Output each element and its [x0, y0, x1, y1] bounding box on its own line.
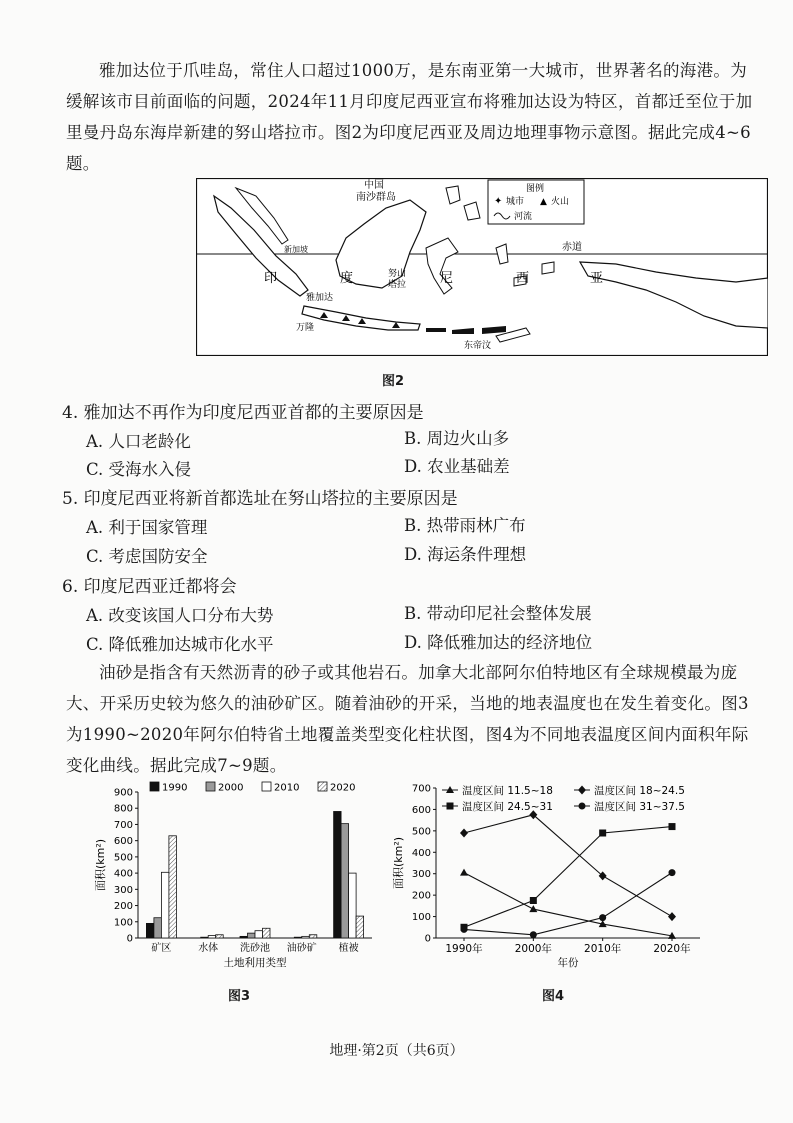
map-caption: 图2: [382, 374, 405, 389]
legend-label-diamond: 温度区间 18~24.5: [594, 785, 685, 797]
question-6-option-c[interactable]: C. 降低雅加达城市化水平: [86, 635, 274, 654]
page-footer: 地理·第2页（共6页）: [329, 1043, 464, 1059]
question-5-option-c[interactable]: C. 考虑国防安全: [86, 547, 208, 566]
series-line-circle: [464, 873, 672, 935]
question-6-option-d[interactable]: D. 降低雅加达的经济地位: [404, 633, 593, 652]
y-tick-label: 400: [113, 868, 133, 880]
point-circle-1990年: [461, 926, 468, 933]
y-tick-label: 600: [113, 836, 133, 848]
point-circle-2000年: [530, 931, 537, 938]
indonesia-map: [196, 178, 768, 356]
y-tick-label: 400: [411, 847, 431, 859]
bar-2000-油砂矿: [294, 937, 302, 938]
label-dili: 东帝汶: [464, 341, 492, 351]
bar-2010-矿区: [161, 872, 169, 938]
y-tick-label: 200: [411, 890, 431, 902]
point-square-2020年: [669, 823, 676, 830]
point-diamond-1990年: [460, 829, 468, 838]
question-4-option-d[interactable]: D. 农业基础差: [404, 457, 510, 476]
legend-marker-circle: [579, 803, 586, 810]
question-6-option-a[interactable]: A. 改变该国人口分布大势: [86, 606, 274, 625]
y-tick-label: 900: [113, 787, 133, 799]
y-tick-label: 600: [411, 804, 431, 816]
legend-label-2000: 2000: [218, 782, 244, 794]
passage-1: [66, 55, 756, 179]
figure-3-caption: 图3: [228, 989, 251, 1004]
legend-swatch-1990: [150, 782, 159, 791]
y-tick-label: 0: [424, 933, 431, 945]
bar-2010-水体: [208, 936, 216, 938]
bar-2020-植被: [356, 916, 364, 938]
label-jakarta: 雅加达: [306, 293, 334, 303]
legend-marker-diamond: [578, 786, 586, 795]
bar-1990-洗砂池: [240, 936, 248, 938]
label-china-islands-2: 南沙群岛: [356, 192, 396, 203]
question-5-option-b[interactable]: B. 热带雨林广布: [404, 516, 526, 535]
question-4-option-b[interactable]: B. 周边火山多: [404, 429, 510, 448]
x-tick-label: 2010年: [584, 943, 622, 955]
legend-city-icon: ✦: [494, 196, 503, 207]
legend-swatch-2000: [206, 782, 215, 791]
equator-label: 赤道: [562, 242, 582, 253]
series-line-diamond: [464, 815, 672, 917]
y-tick-label: 100: [113, 917, 133, 929]
bar-2010-洗砂池: [255, 931, 263, 938]
country-char-4: 西: [516, 271, 530, 286]
question-5-option-a[interactable]: A. 利于国家管理: [86, 518, 208, 537]
point-square-2010年: [599, 830, 606, 837]
bar-2000-洗砂池: [248, 933, 256, 938]
x-tick-label: 水体: [198, 943, 219, 954]
label-singapore: 新加坡: [284, 245, 308, 254]
question-5-option-d[interactable]: D. 海运条件理想: [404, 545, 527, 564]
point-square-2000年: [530, 897, 537, 904]
passage-1-text: 雅加达位于爪哇岛，常住人口超过1000万，是东南亚第一大城市，世界著名的海港。为缓解该市目前面临的问题，2024年11月印度尼西亚宣布将雅加达设为特区，首都迁至位于加里曼丹岛东海岸新建的努山塔拉市。图2为印度尼西亚及周边地理事物示意图。据此完成4~6题。: [66, 61, 753, 173]
y-axis-title: 面积(km²): [392, 836, 405, 890]
bar-2000-水体: [201, 937, 209, 938]
x-tick-label: 洗砂池: [240, 943, 270, 954]
legend-label-2010: 2010: [274, 782, 300, 794]
legend-title: 图例: [526, 184, 545, 194]
y-tick-label: 500: [113, 852, 133, 864]
bar-2020-矿区: [169, 836, 177, 938]
question-4-option-a[interactable]: A. 人口老龄化: [86, 432, 191, 451]
bar-2010-油砂矿: [302, 936, 310, 938]
point-triangle-2000年: [529, 905, 537, 912]
question-5-stem: 5. 印度尼西亚将新首都选址在努山塔拉的主要原因是: [62, 489, 458, 509]
passage-2: [66, 657, 756, 781]
point-diamond-2020年: [668, 912, 676, 921]
y-tick-label: 300: [113, 884, 133, 896]
x-tick-label: 2020年: [653, 943, 691, 955]
label-wanlong: 万隆: [296, 323, 315, 333]
bar-2020-水体: [216, 935, 224, 938]
x-axis-title: 年份: [557, 957, 579, 969]
y-tick-label: 700: [113, 819, 133, 831]
legend-label-1990: 1990: [162, 782, 188, 794]
figure-4-caption: 图4: [542, 989, 565, 1004]
figure-3-bar-chart: [86, 778, 386, 978]
y-tick-label: 200: [113, 901, 133, 913]
x-tick-label: 矿区: [151, 943, 172, 954]
country-char-3: 尼: [440, 271, 454, 286]
x-tick-label: 植被: [338, 943, 359, 954]
bar-1990-植被: [334, 811, 342, 938]
bar-2020-洗砂池: [263, 928, 271, 938]
legend-river: 河流: [514, 212, 533, 222]
legend-volcano: 火山: [551, 197, 570, 207]
bar-1990-矿区: [146, 923, 154, 938]
legend-volcano-icon: ▲: [540, 197, 547, 207]
legend-city: 城市: [506, 197, 525, 207]
y-tick-label: 700: [411, 783, 431, 795]
y-tick-label: 500: [411, 826, 431, 838]
legend-marker-square: [447, 803, 454, 810]
legend-label-circle: 温度区间 31~37.5: [594, 801, 685, 813]
point-circle-2010年: [599, 914, 606, 921]
passage-2-text: 油砂是指含有天然沥青的砂子或其他岩石。加拿大北部阿尔伯特地区有全球规模最为庞大、开采历史较为悠久的油砂矿区。随着油砂的开采，当地的地表温度也在发生着变化。图3为1990~2020年阿尔伯特省土地覆盖类型变化柱状图，图4为不同地表温度区间内面积年际变化曲线。据此完成7~9题。: [66, 663, 749, 775]
x-tick-label: 1990年: [445, 943, 483, 955]
y-tick-label: 300: [411, 869, 431, 881]
question-4-stem: 4. 雅加达不再作为印度尼西亚首都的主要原因是: [62, 403, 424, 423]
x-tick-label: 油砂矿: [286, 943, 317, 954]
country-char-2: 度: [340, 271, 354, 286]
question-6-stem: 6. 印度尼西亚迁都将会: [62, 577, 237, 597]
question-6-option-b[interactable]: B. 带动印尼社会整体发展: [404, 604, 592, 623]
x-axis-title: 土地利用类型: [223, 957, 287, 969]
country-char-5: 亚: [590, 271, 604, 286]
country-char-1: 印: [264, 271, 278, 286]
figure-4-line-chart: [390, 778, 730, 978]
point-circle-2020年: [669, 869, 676, 876]
label-china-islands-1: 中国: [364, 180, 384, 191]
label-nusantara-1: 努山: [388, 269, 407, 279]
bar-2000-植被: [341, 824, 349, 938]
legend-label-square: 温度区间 24.5~31: [462, 801, 553, 813]
series-line-square: [464, 827, 672, 928]
bar-2010-植被: [349, 873, 357, 938]
legend-label-2020: 2020: [330, 782, 356, 794]
legend-swatch-2020: [318, 782, 327, 791]
bar-2020-油砂矿: [309, 935, 317, 938]
question-4-option-c[interactable]: C. 受海水入侵: [86, 460, 192, 479]
label-nusantara-2: 塔拉: [388, 280, 407, 290]
y-tick-label: 0: [126, 933, 133, 945]
point-triangle-1990年: [460, 869, 468, 876]
y-tick-label: 800: [113, 803, 133, 815]
x-tick-label: 2000年: [514, 943, 552, 955]
legend-label-triangle: 温度区间 11.5~18: [462, 785, 553, 797]
bar-2000-矿区: [154, 918, 162, 938]
y-axis-title: 面积(km²): [94, 838, 107, 892]
legend-swatch-2010: [262, 782, 271, 791]
y-tick-label: 100: [411, 912, 431, 924]
